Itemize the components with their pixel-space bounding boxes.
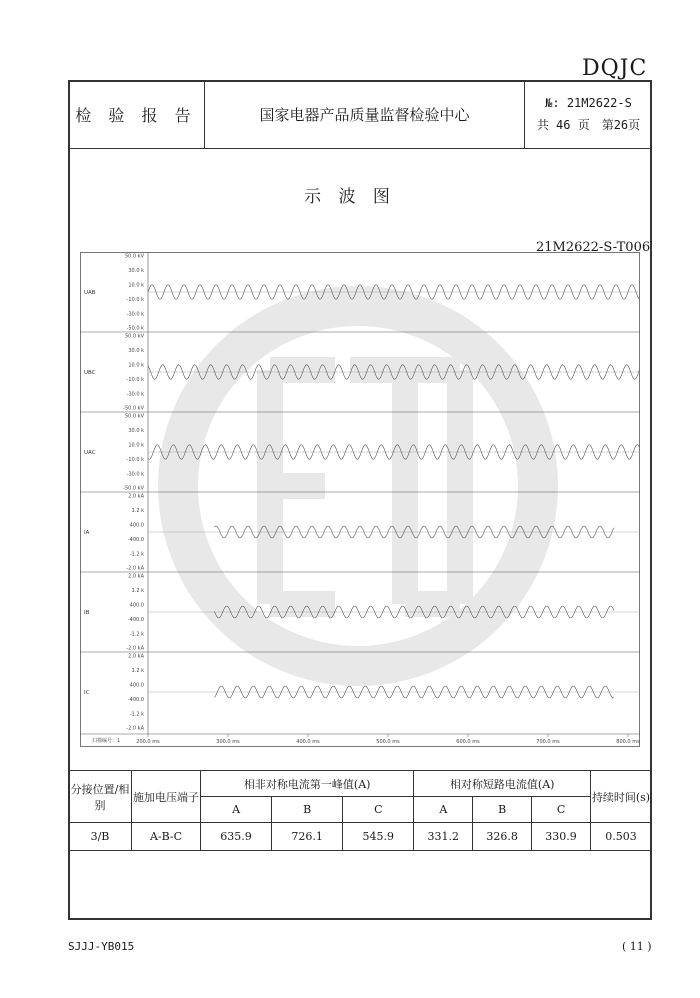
cell-peak-b: 726.1: [272, 823, 343, 851]
header-peak-a: A: [201, 797, 272, 823]
brand-logo-text: DQJC: [582, 56, 648, 81]
cell-tap: 3/B: [69, 823, 132, 851]
y-tick-label: 30.0 k: [128, 428, 144, 435]
cell-duration: 0.503: [591, 823, 652, 851]
cell-voltage-terminals: A-B-C: [132, 823, 201, 851]
y-tick-label: 2.0 kA: [128, 653, 144, 660]
y-tick-label: -50.0 kV: [123, 405, 144, 412]
oscillogram: [80, 252, 640, 752]
cell-sc-b: 326.8: [473, 823, 532, 851]
channel-ubc: [80, 332, 640, 412]
cell-sc-a: 331.2: [414, 823, 473, 851]
y-tick-label: -30.0 k: [126, 311, 144, 318]
organization-name: 国家电器产品质量监督检验中心: [205, 80, 525, 148]
report-title: 检 验 报 告: [68, 80, 205, 148]
y-tick-label: -10.0 k: [126, 296, 144, 303]
y-tick-label: 30.0 k: [128, 268, 144, 275]
y-tick-label: 2.0 kA: [128, 493, 144, 500]
channel-label: IB: [84, 610, 90, 616]
figure-title: 示 波 图: [304, 187, 396, 207]
y-tick-label: -2.0 kA: [126, 725, 144, 732]
x-tick-label: 600.0 ms: [456, 739, 480, 745]
y-tick-label: -400.0: [127, 696, 144, 703]
header-voltage-terminals: 施加电压端子: [132, 771, 201, 823]
header-peak-c: C: [343, 797, 414, 823]
y-tick-label: -10.0 k: [126, 456, 144, 463]
y-tick-label: -30.0 k: [126, 391, 144, 398]
results-table: [68, 770, 652, 851]
report-number: №: 21M2622-S: [545, 96, 632, 110]
cell-peak-a: 635.9: [201, 823, 272, 851]
header-tap-position: 分接位置/相别: [69, 771, 132, 823]
header-divider: [68, 148, 652, 149]
y-tick-label: 1.2 k: [131, 668, 144, 675]
y-tick-label: 400.0: [129, 522, 144, 529]
page-info: 共 46 页 第26页: [536, 118, 641, 132]
y-tick-label: -1.2 k: [129, 631, 144, 638]
x-tick-label: 800.0 ms: [616, 739, 640, 745]
record-id: 21M2622-S-T006: [536, 240, 651, 255]
y-tick-label: -2.0 kA: [126, 565, 144, 572]
y-tick-label: 30.0 k: [128, 348, 144, 355]
y-tick-label: 10.0 k: [128, 282, 144, 289]
header-peak-current: 相非对称电流第一峰值(A): [201, 771, 414, 797]
y-tick-label: 50.0 kV: [124, 253, 144, 260]
header-short-circuit-current: 相对称短路电流值(A): [414, 771, 591, 797]
x-tick-label: 300.0 ms: [216, 739, 240, 745]
y-tick-label: -50.0 kV: [123, 485, 144, 492]
form-code: SJJJ-YB015: [68, 940, 135, 953]
y-tick-label: 10.0 k: [128, 442, 144, 449]
y-tick-label: 400.0: [129, 682, 144, 689]
cell-sc-c: 330.9: [532, 823, 591, 851]
report-meta: [525, 80, 652, 148]
y-tick-label: 1.2 k: [131, 588, 144, 595]
y-tick-label: -400.0: [127, 536, 144, 543]
y-tick-label: 50.0 kV: [124, 333, 144, 340]
header-duration: 持续时间(s): [591, 771, 652, 823]
channel-label: IA: [84, 530, 90, 536]
record-number-label: 扫描编号：1: [92, 738, 121, 744]
channel-label: IC: [84, 690, 90, 696]
header-sc-a: A: [414, 797, 473, 823]
y-tick-label: -30.0 k: [126, 471, 144, 478]
y-tick-label: 400.0: [129, 602, 144, 609]
y-tick-label: 1.2 k: [131, 508, 144, 515]
channel-label: UAC: [84, 450, 96, 456]
header-peak-b: B: [272, 797, 343, 823]
y-tick-label: -1.2 k: [129, 551, 144, 558]
x-tick-label: 500.0 ms: [376, 739, 400, 745]
y-tick-label: -10.0 k: [126, 376, 144, 383]
channel-ib: [80, 572, 640, 652]
page-number: ( 11 ): [622, 940, 652, 953]
x-tick-label: 400.0 ms: [296, 739, 320, 745]
y-tick-label: -2.0 kA: [126, 645, 144, 652]
header-sc-b: B: [473, 797, 532, 823]
y-tick-label: -400.0: [127, 616, 144, 623]
header-sc-c: C: [532, 797, 591, 823]
channel-label: UAB: [84, 290, 96, 296]
x-tick-label: 200.0 ms: [136, 739, 160, 745]
y-tick-label: -1.2 k: [129, 711, 144, 718]
cell-peak-c: 545.9: [343, 823, 414, 851]
y-tick-label: 10.0 k: [128, 362, 144, 369]
y-tick-label: -50.0 k: [126, 325, 144, 332]
y-tick-label: 2.0 kA: [128, 573, 144, 580]
x-tick-label: 700.0 ms: [536, 739, 560, 745]
table-row: [69, 823, 652, 851]
y-tick-label: 50.0 kV: [124, 413, 144, 420]
channel-label: UBC: [84, 370, 96, 376]
